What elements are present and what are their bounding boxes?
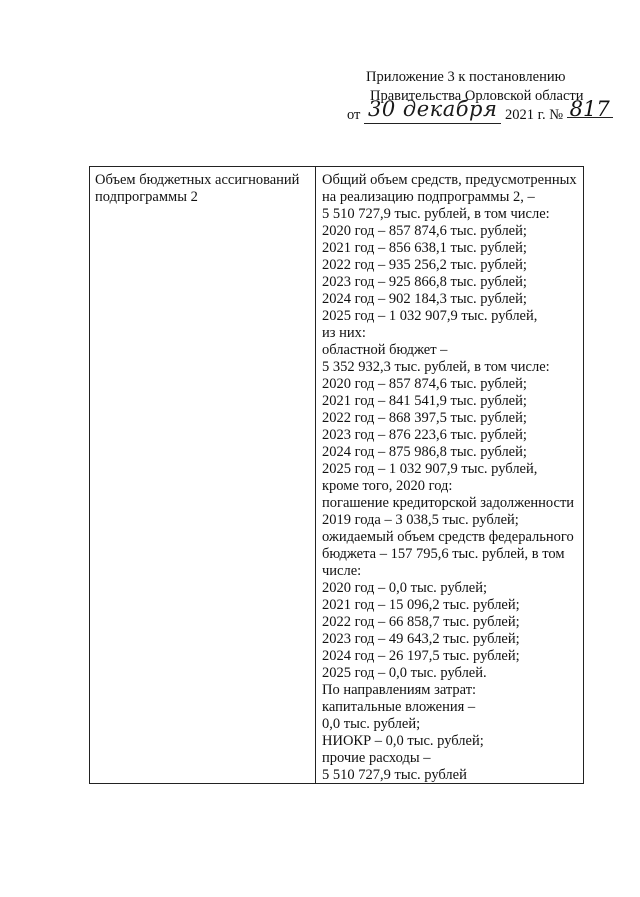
- detail-line: капитальные вложения –: [322, 699, 476, 715]
- detail-line: 5 352 932,3 тыс. рублей, в том числе:: [322, 359, 550, 375]
- document-header: [0, 0, 640, 130]
- row-header-cell: [95, 172, 310, 206]
- detail-line: 2024 год – 902 184,3 тыс. рублей;: [322, 291, 527, 307]
- detail-line: 2021 год – 15 096,2 тыс. рублей;: [322, 597, 520, 613]
- detail-line: 2023 год – 49 643,2 тыс. рублей;: [322, 631, 520, 647]
- detail-line: погашение кредиторской задолженности: [322, 495, 575, 511]
- detail-line: 2025 год – 0,0 тыс. рублей.: [322, 665, 487, 681]
- detail-line: 2022 год – 66 858,7 тыс. рублей;: [322, 614, 520, 630]
- year-label: 2021 г. №: [505, 107, 564, 123]
- detail-line: 2022 год – 868 397,5 тыс. рублей;: [322, 410, 527, 426]
- handwritten-decree-number: 817: [567, 101, 613, 118]
- allocation-details-cell: [322, 172, 584, 784]
- detail-line: бюджета – 157 795,6 тыс. рублей, в том: [322, 546, 565, 562]
- detail-line: прочие расходы –: [322, 750, 431, 766]
- column-divider: [315, 167, 316, 783]
- handwritten-date: 30 декабря: [368, 97, 498, 121]
- detail-line: 0,0 тыс. рублей;: [322, 716, 421, 732]
- detail-line: 5 510 727,9 тыс. рублей, в том числе:: [322, 206, 550, 222]
- detail-line: НИОКР – 0,0 тыс. рублей;: [322, 733, 484, 749]
- detail-line: 2019 года – 3 038,5 тыс. рублей;: [322, 512, 519, 528]
- detail-line: 5 510 727,9 тыс. рублей: [322, 767, 467, 783]
- detail-line: 2020 год – 0,0 тыс. рублей;: [322, 580, 488, 596]
- detail-line: из них:: [322, 325, 366, 341]
- detail-line: 2020 год – 857 874,6 тыс. рублей;: [322, 223, 527, 239]
- detail-line: 2021 год – 841 541,9 тыс. рублей;: [322, 393, 527, 409]
- decree-date-line: [347, 97, 613, 124]
- appendix-title: Приложение 3 к постановлению: [366, 69, 566, 85]
- detail-line: ожидаемый объем средств федерального: [322, 529, 574, 545]
- detail-line: 2025 год – 1 032 907,9 тыс. рублей,: [322, 308, 538, 324]
- detail-line: 2021 год – 856 638,1 тыс. рублей;: [322, 240, 527, 256]
- detail-line: кроме того, 2020 год:: [322, 478, 453, 494]
- row-header-line: Объем бюджетных ассигнований: [95, 172, 300, 188]
- detail-line: 2022 год – 935 256,2 тыс. рублей;: [322, 257, 527, 273]
- detail-line: 2020 год – 857 874,6 тыс. рублей;: [322, 376, 527, 392]
- detail-line: 2024 год – 875 986,8 тыс. рублей;: [322, 444, 527, 460]
- detail-line: 2025 год – 1 032 907,9 тыс. рублей,: [322, 461, 538, 477]
- date-field: [364, 97, 501, 124]
- budget-allocation-table: [89, 166, 584, 784]
- detail-line: Общий объем средств, предусмотренных: [322, 172, 577, 188]
- detail-line: 2024 год – 26 197,5 тыс. рублей;: [322, 648, 520, 664]
- detail-line: По направлениям затрат:: [322, 682, 477, 698]
- detail-line: числе:: [322, 563, 362, 579]
- row-header-line: подпрограммы 2: [95, 189, 198, 205]
- detail-line: 2023 год – 925 866,8 тыс. рублей;: [322, 274, 527, 290]
- date-prefix: от: [347, 107, 361, 123]
- detail-line: областной бюджет –: [322, 342, 448, 358]
- detail-line: 2023 год – 876 223,6 тыс. рублей;: [322, 427, 527, 443]
- government-name: Правительства Орловской области: [370, 88, 584, 104]
- detail-line: на реализацию подпрограммы 2, –: [322, 189, 535, 205]
